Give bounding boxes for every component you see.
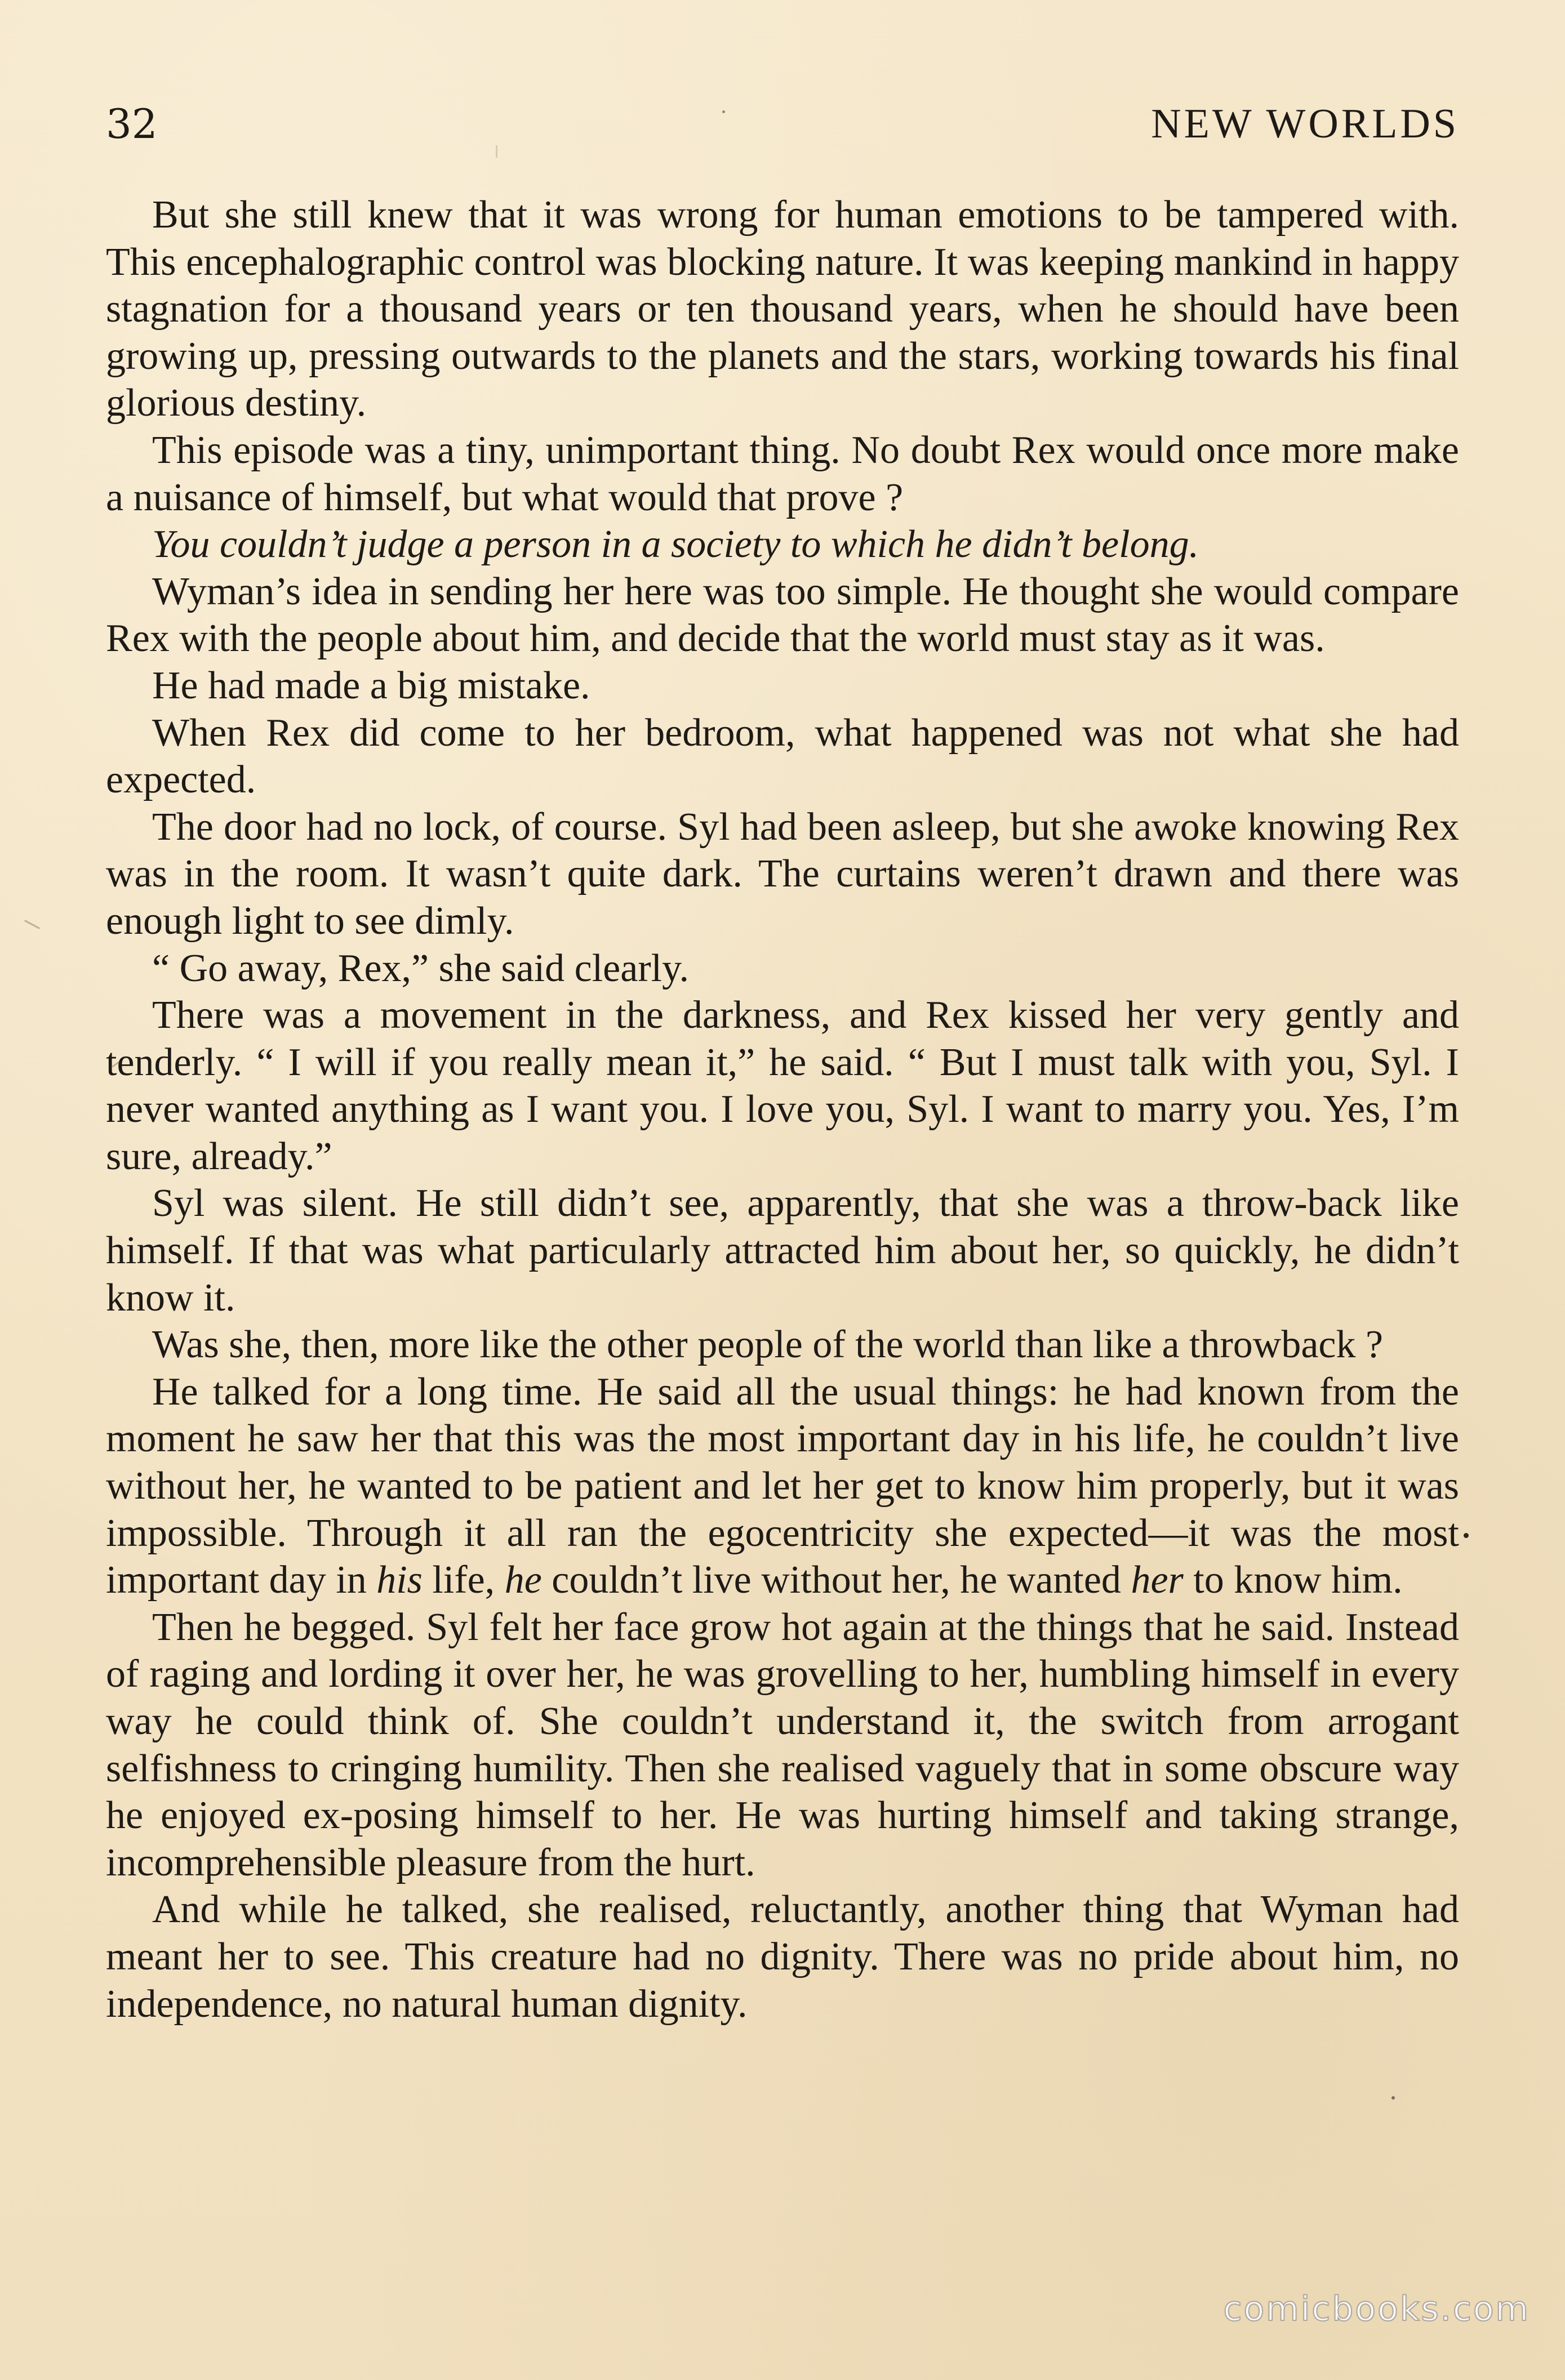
- paper-mark: [24, 920, 40, 929]
- paragraph-10: Syl was silent. He still didn’t see, apparently, that she was a throw-back like himself. If that was what particularly attracted him about her, so quickly, he didn’t know it.: [106, 1182, 1459, 1320]
- paragraph-12-text: life,: [422, 1558, 505, 1602]
- paragraph-12-emphasis: his: [376, 1558, 423, 1602]
- paragraph-12: [106, 1369, 1459, 1604]
- paragraph-12-emphasis: he: [504, 1558, 542, 1602]
- page-number: 32: [106, 100, 158, 148]
- paragraph-9: There was a movement in the darkness, and Rex kissed her very gently and tenderly. “ I will if you really mean it,” he said. “ But I must talk with you, Syl. I never wanted anything as I want you. I love you, Syl. I want to marry you. Yes, I’m sure, already.”: [106, 993, 1459, 1178]
- watermark: comicbooks.com: [1223, 2289, 1530, 2329]
- ink-spot: [1391, 2096, 1395, 2100]
- paragraph-12-text: couldn’t live without her, he wanted: [541, 1558, 1131, 1602]
- paper-mark: [496, 145, 497, 158]
- paragraph-11: Was she, then, more like the other people of the world than like a throwback ?: [152, 1323, 1384, 1367]
- paragraph-5: He had made a big mistake.: [152, 663, 590, 707]
- page-header: [106, 96, 1459, 152]
- paragraph-3-italic: You couldn’t judge a person in a society to which he didn’t belong.: [152, 523, 1199, 567]
- paragraph-12-text: He talked for a long time. He said all the usual things: he had known from the moment he saw her that this was the most important day in his life, he couldn’t live without her, he wanted to be patient and let her get to know him properly, but it was impossible. Through it all ran the egocentricity she expected—it was the most important day in: [106, 1370, 1459, 1602]
- paragraph-12-text: to know him.: [1183, 1558, 1403, 1602]
- paragraph-1: But she still knew that it was wrong for human emotions to be tampered with. This encephalographic control was blocking nature. It was keeping mankind in happy stagnation for a thousand years or ten thousand years, when he should have been growing up, pressing outwards to the planets and the stars, working towards his final glorious destiny.: [106, 193, 1459, 425]
- paragraph-4: Wyman’s idea in sending her here was too simple. He thought she would compare Rex with the people about him, and decide that the world must stay as it was.: [106, 569, 1459, 661]
- body-text: [106, 191, 1459, 2027]
- paragraph-14: And while he talked, she realised, reluctantly, another thing that Wyman had meant her to see. This creature had no dignity. There was no pride about him, no independence, no natural human dignity.: [106, 1888, 1459, 2026]
- paragraph-6: When Rex did come to her bedroom, what happened was not what she had expected.: [106, 711, 1459, 802]
- paragraph-8: “ Go away, Rex,” she said clearly.: [152, 946, 690, 990]
- ink-spot: [1464, 1533, 1469, 1538]
- ink-spot: [722, 110, 725, 113]
- paragraph-2: This episode was a tiny, unimportant thing. No doubt Rex would once more make a nuisance of himself, but what would that prove ?: [106, 428, 1459, 519]
- paragraph-12-emphasis: her: [1131, 1558, 1184, 1602]
- running-head: NEW WORLDS: [1151, 101, 1459, 147]
- paragraph-7: The door had no lock, of course. Syl had been asleep, but she awoke knowing Rex was in the room. It wasn’t quite dark. The curtains weren’t drawn and there was enough light to see dimly.: [106, 805, 1459, 943]
- paragraph-13: Then he begged. Syl felt her face grow hot again at the things that he said. Instead of raging and lording it over her, he was grovelling to her, humbling himself in every way he could think of. She couldn’t understand it, the switch from arrogant selfishness to cringing humility. Then she realised vaguely that in some obscure way he enjoyed ex-posing himself to her. He was hurting himself and taking strange, incomprehensible pleasure from the hurt.: [106, 1605, 1459, 1884]
